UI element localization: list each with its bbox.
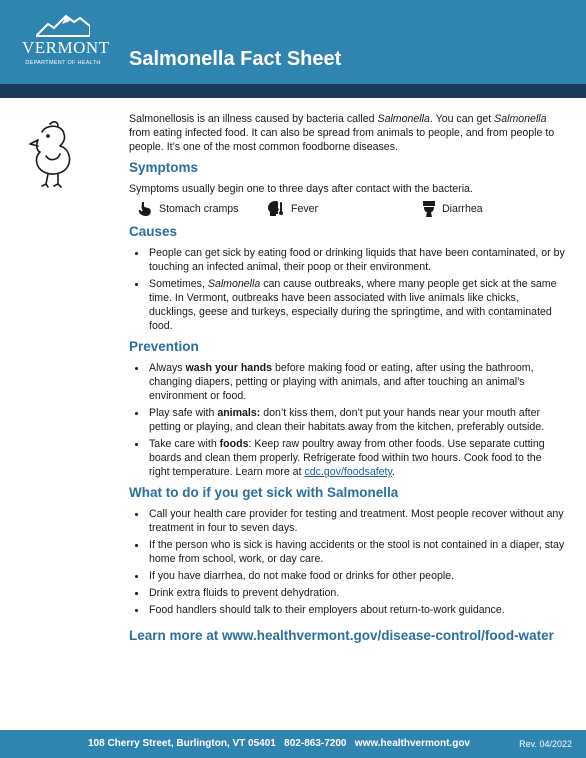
causes-list: [129, 246, 565, 333]
page-title: Salmonella Fact Sheet: [129, 48, 342, 70]
symptoms-list: [129, 200, 565, 218]
sick-list: [129, 507, 565, 617]
list-item: • Sometimes, Salmonella can cause outbreaks, where many people get sick at the same time. In Vermont, outbreaks have been associated with live animals like chicks, ducklings, geese and turkeys, especially during the springtime, and with contaminated food.: [147, 277, 565, 333]
revision-date: Rev. 04/2022: [519, 739, 572, 749]
main-content: [129, 112, 565, 643]
list-item: • People can get sick by eating food or drinking liquids that have been contaminated, or by touching an infected animal, their poop or their environment.: [147, 246, 565, 274]
logo-word: VERMONT: [22, 38, 110, 57]
list-item: • Call your health care provider for testing and treatment. Most people recover without any treatment in four to seven days.: [147, 507, 565, 535]
footer-bar: [0, 730, 586, 758]
toilet-icon: [422, 200, 436, 218]
symptom-diarrhea: [422, 200, 483, 218]
list-item: • If the person who is sick is having accidents or the stool is not contained in a diaper, stay home from school, work, or day care.: [147, 538, 565, 566]
intro-paragraph: Salmonellosis is an illness caused by bacteria called Salmonella. You can get Salmonella from eating infected food. It can also be spread from animals to people, and from people to people. It’s one of the most common foodborne diseases.: [129, 113, 555, 153]
sick-heading: What to do if you get sick with Salmonella: [129, 485, 399, 500]
cdc-foodsafety-link[interactable]: cdc.gov/foodsafety: [304, 466, 393, 478]
list-item: • Take care with foods: Keep raw poultry away from other foods. Use separate cutting boards and clean them properly. Refrigerate food within two hours. Cook food to the right temperature. Learn more at cdc.gov/foodsafety.: [147, 437, 565, 479]
symptoms-text: Symptoms usually begin one to three days after contact with the bacteria.: [129, 183, 473, 195]
symptom-fever: [267, 200, 422, 218]
fever-icon: [267, 200, 285, 218]
list-item: • Drink extra fluids to prevent dehydration.: [147, 586, 565, 600]
symptom-label: Fever: [291, 203, 319, 215]
prevention-list: [129, 361, 565, 479]
list-item: • Always wash your hands before making food or eating, after using the bathroom, changing diapers, petting or playing with animals, and after touching an animal’s environment or food.: [147, 361, 565, 403]
footer-contact: 108 Cherry Street, Burlington, VT 05401 802-863-7200 www.healthvermont.gov: [88, 738, 470, 749]
symptom-stomach: [137, 201, 267, 217]
header-stripe: [0, 84, 586, 98]
list-item: • Food handlers should talk to their employers about return-to-work guidance.: [147, 603, 565, 617]
learn-more-link[interactable]: Learn more at www.healthvermont.gov/disease-control/food-water: [129, 628, 554, 643]
logo-department: DEPARTMENT OF HEALTH: [25, 60, 101, 66]
mountain-icon: [36, 12, 90, 38]
vermont-health-logo[interactable]: [22, 12, 110, 74]
chick-icon: [28, 118, 80, 190]
symptom-label: Stomach cramps: [159, 203, 239, 215]
prevention-heading: Prevention: [129, 339, 199, 354]
symptom-label: Diarrhea: [442, 203, 483, 215]
list-item: • If you have diarrhea, do not make food or drinks for other people.: [147, 569, 565, 583]
symptoms-heading: Symptoms: [129, 160, 199, 175]
stomach-icon: [137, 201, 153, 217]
header-bar: [0, 0, 586, 84]
list-item: • Play safe with animals: don’t kiss them, don’t put your hands near your mouth after petting or playing, and clean their habitats away from the kitchen, preferably outside.: [147, 406, 565, 434]
causes-heading: Causes: [129, 224, 178, 239]
